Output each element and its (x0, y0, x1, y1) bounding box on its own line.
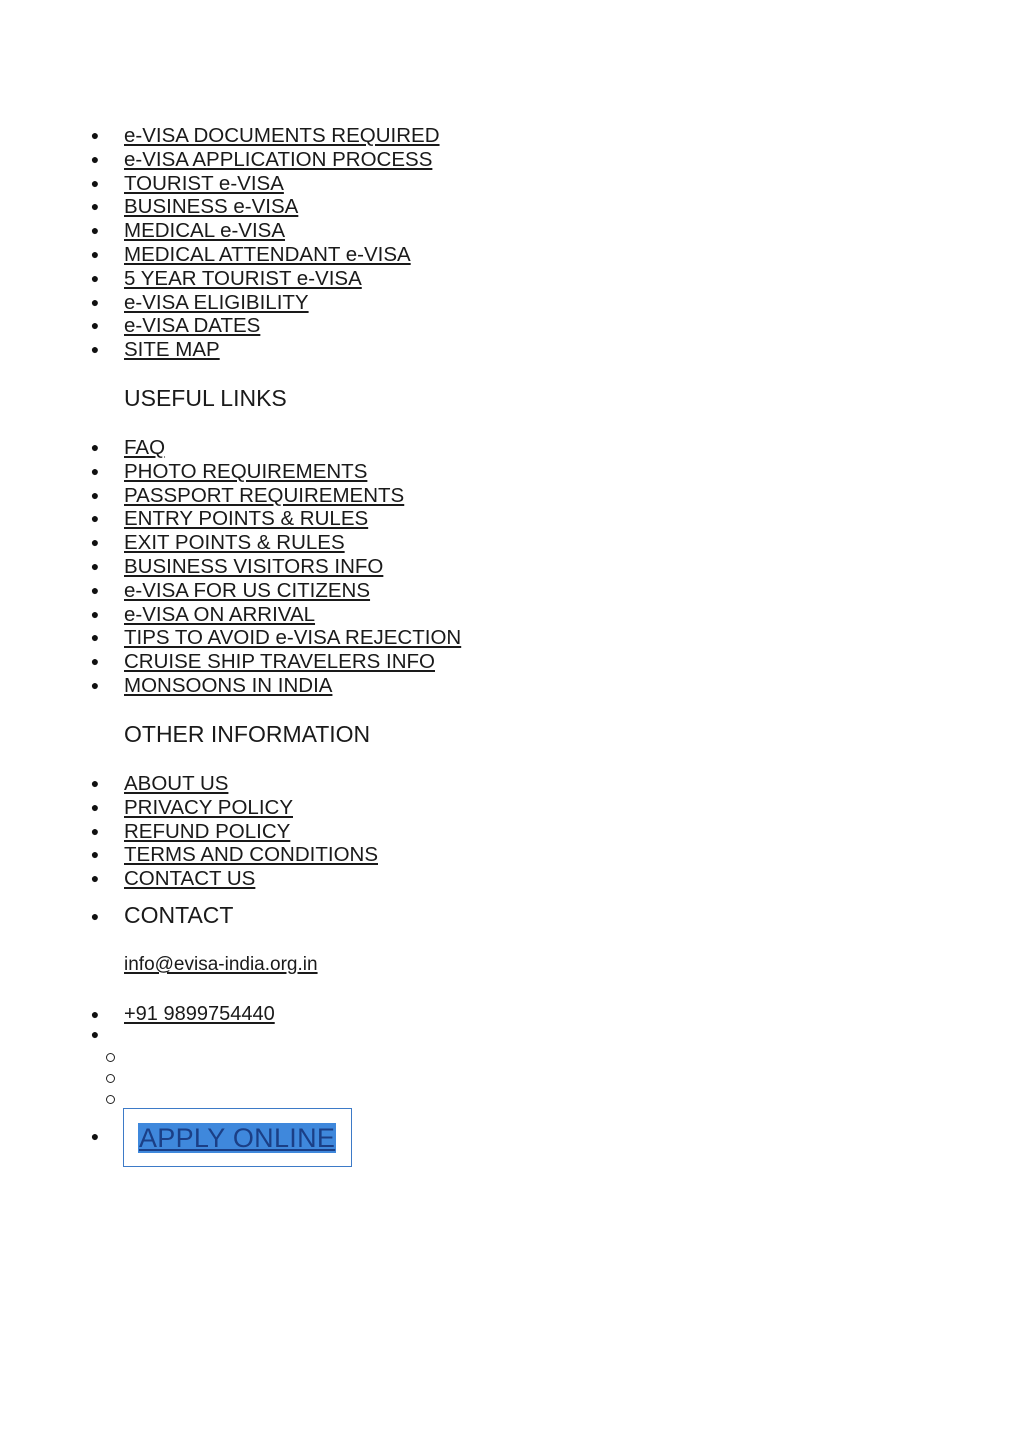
link-business-evisa[interactable]: BUSINESS e-VISA (124, 195, 299, 219)
link-evisa-for-us-citizens[interactable]: e-VISA FOR US CITIZENS (124, 578, 371, 602)
list-item (0, 579, 1023, 603)
bullet-icon: ● (90, 510, 100, 527)
bullet-icon: ● (90, 341, 100, 358)
list-item (0, 338, 1023, 362)
link-terms-and-conditions[interactable]: TERMS AND CONDITIONS (124, 843, 378, 867)
list-item (0, 314, 1023, 338)
bullet-icon: ● (90, 798, 100, 815)
bullet-icon: ● (90, 653, 100, 670)
link-evisa-application-process[interactable]: e-VISA APPLICATION PROCESS (124, 147, 433, 171)
bullet-icon: ● (90, 269, 100, 286)
bullet-icon: ● (90, 629, 100, 646)
email-link[interactable]: info@evisa-india.org.in (124, 954, 318, 975)
list-item (0, 195, 1023, 219)
link-evisa-on-arrival[interactable]: e-VISA ON ARRIVAL (124, 602, 316, 626)
bullet-icon: ● (90, 908, 100, 924)
list-item (0, 820, 1023, 844)
link-faq[interactable]: FAQ (124, 436, 166, 459)
link-tips-to-avoid-rejection[interactable]: TIPS TO AVOID e-VISA REJECTION (124, 626, 462, 650)
link-medical-evisa[interactable]: MEDICAL e-VISA (124, 219, 286, 243)
bullet-icon: ● (90, 1026, 100, 1042)
list-item (0, 460, 1023, 484)
list-item (0, 555, 1023, 579)
link-about-us[interactable]: ABOUT US (124, 772, 229, 795)
link-passport-requirements[interactable]: PASSPORT REQUIREMENTS (124, 483, 405, 507)
bullet-icon: ● (90, 534, 100, 551)
link-5-year-tourist-evisa[interactable]: 5 YEAR TOURIST e-VISA (124, 266, 362, 290)
apply-online-button[interactable] (123, 1108, 352, 1167)
bullet-icon: ● (90, 1006, 100, 1022)
link-photo-requirements[interactable]: PHOTO REQUIREMENTS (124, 459, 368, 483)
list-item (0, 603, 1023, 627)
bullet-icon: ● (90, 822, 100, 839)
list-item (0, 148, 1023, 172)
main-links-list (0, 124, 1023, 362)
bullet-icon: ● (90, 317, 100, 334)
apply-online-label: APPLY ONLINE (139, 1123, 336, 1153)
bullet-icon: ● (90, 676, 100, 693)
bullet-icon: ● (90, 846, 100, 863)
list-item (0, 674, 1023, 698)
circle-bullet-icon (106, 1074, 115, 1083)
bullet-icon: ● (90, 486, 100, 503)
link-site-map[interactable]: SITE MAP (124, 338, 220, 362)
useful-links-list (0, 436, 1023, 698)
phone-link[interactable]: +91 9899754440 (124, 1003, 275, 1025)
circle-bullet-icon (106, 1053, 115, 1062)
bullet-icon: ● (90, 174, 100, 191)
list-item (0, 796, 1023, 820)
link-tourist-evisa[interactable]: TOURIST e-VISA (124, 171, 284, 195)
list-item (0, 772, 1023, 796)
list-item (0, 484, 1023, 508)
social-list-item (0, 1026, 1023, 1046)
other-information-list (0, 772, 1023, 891)
link-evisa-eligibility[interactable]: e-VISA ELIGIBILITY (124, 290, 309, 314)
link-exit-points-rules[interactable]: EXIT POINTS & RULES (124, 531, 345, 555)
list-item (0, 124, 1023, 148)
list-item (0, 650, 1023, 674)
contact-row (0, 902, 1023, 932)
list-item (0, 531, 1023, 555)
bullet-icon: ● (90, 222, 100, 239)
bullet-icon: ● (90, 870, 100, 887)
link-monsoons-in-india[interactable]: MONSOONS IN INDIA (124, 673, 333, 697)
contact-heading: CONTACT (124, 902, 234, 928)
bullet-icon: ● (90, 605, 100, 622)
bullet-icon: ● (90, 1128, 100, 1144)
bullet-icon: ● (90, 198, 100, 215)
bullet-icon: ● (90, 127, 100, 143)
phone-row (0, 1002, 1023, 1026)
list-item (0, 843, 1023, 867)
bullet-icon: ● (90, 775, 100, 791)
useful-links-heading: USEFUL LINKS (124, 385, 287, 411)
bullet-icon: ● (90, 462, 100, 479)
bullet-icon: ● (90, 557, 100, 574)
list-item (0, 436, 1023, 460)
apply-row (0, 1108, 1023, 1168)
list-item (0, 219, 1023, 243)
link-evisa-documents-required[interactable]: e-VISA DOCUMENTS REQUIRED (124, 124, 440, 147)
list-item (0, 626, 1023, 650)
link-contact-us[interactable]: CONTACT US (124, 867, 256, 891)
circle-bullet-icon (106, 1095, 115, 1104)
bullet-icon: ● (90, 245, 100, 262)
bullet-icon: ● (90, 581, 100, 598)
link-entry-points-rules[interactable]: ENTRY POINTS & RULES (124, 507, 369, 531)
list-item (0, 243, 1023, 267)
list-item (0, 867, 1023, 891)
link-privacy-policy[interactable]: PRIVACY POLICY (124, 795, 293, 819)
list-item (0, 291, 1023, 315)
link-evisa-dates[interactable]: e-VISA DATES (124, 314, 261, 338)
bullet-icon: ● (90, 439, 100, 455)
link-business-visitors-info[interactable]: BUSINESS VISITORS INFO (124, 554, 384, 578)
link-cruise-ship-travelers-info[interactable]: CRUISE SHIP TRAVELERS INFO (124, 650, 435, 674)
list-item (0, 172, 1023, 196)
link-refund-policy[interactable]: REFUND POLICY (124, 819, 291, 843)
list-item (0, 507, 1023, 531)
list-item (0, 267, 1023, 291)
link-medical-attendant-evisa[interactable]: MEDICAL ATTENDANT e-VISA (124, 242, 411, 266)
other-information-heading: OTHER INFORMATION (124, 721, 371, 747)
bullet-icon: ● (90, 293, 100, 310)
bullet-icon: ● (90, 150, 100, 167)
